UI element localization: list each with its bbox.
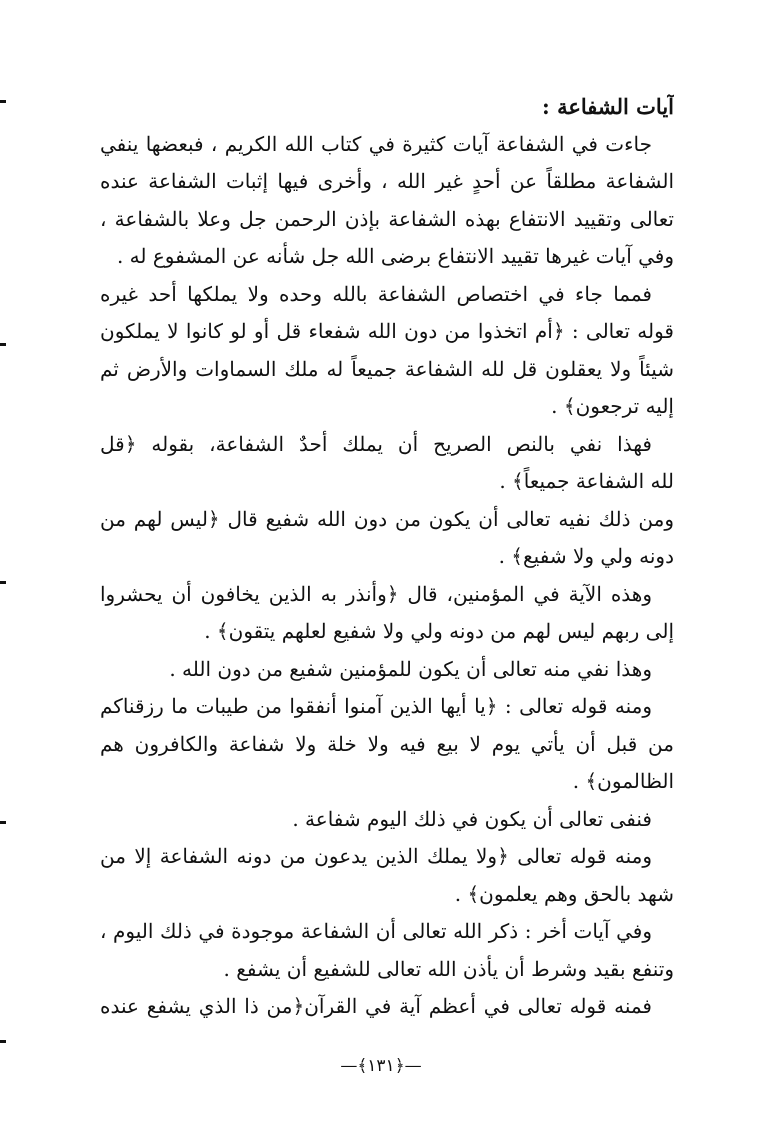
text-line: فمنه قوله تعالى في أعظم آية في القرآن﴿من ذا الذي يشفع عنده [100,994,652,1018]
text-line: وهذه الآية في المؤمنين، قال ﴿وأنذر به الذين يخافون أن يحشروا [100,581,652,606]
text-line: شيئاً ولا يعقلون قل لله الشفاعة جميعاً له ملك السماوات والأرض ثم [100,356,674,381]
scan-edge-mark [0,821,6,824]
scan-edge-mark [0,343,6,346]
text-line: ومنه قوله تعالى ﴿ولا يملك الذين يدعون من دونه الشفاعة إلا من [100,844,652,868]
text-line: إليه ترجعون﴾ . [551,394,674,418]
body-text [100,88,674,1026]
text-line: قوله تعالى : ﴿أم اتخذوا من دون الله شفعاء قل أو لو كانوا لا يملكون [100,319,674,343]
text-line: ومنه قوله تعالى : ﴿يا أيها الذين آمنوا أنفقوا من طيبات ما رزقناكم [100,694,652,718]
text-line: وهذا نفي منه تعالى أن يكون للمؤمنين شفيع من دون الله . [169,656,652,681]
text-line: ومن ذلك نفيه تعالى أن يكون من دون الله شفيع قال ﴿ليس لهم من [100,506,674,531]
text-line: فمما جاء في اختصاص الشفاعة بالله وحده ولا يملكها أحد غيره [100,281,652,306]
text-line: الظالمون﴾ . [572,769,674,793]
text-line: فهذا نفي بالنص الصريح أن يملك أحدٌ الشفاعة، بقوله ﴿قل [100,431,652,456]
text-line: وتنفع بقيد وشرط أن يأذن الله تعالى للشفيع أن يشفع . [223,956,674,981]
text-line: فنفى تعالى أن يكون في ذلك اليوم شفاعة . [292,806,652,831]
scan-edge-mark [0,1040,6,1043]
text-line: الشفاعة مطلقاً عن أحدٍ غير الله ، وأخرى فيها إثبات الشفاعة عنده [100,169,674,193]
page-number: —﴿١٣١﴾— [340,1056,422,1076]
section-heading: آيات الشفاعة : [542,94,674,119]
scan-edge-mark [0,100,6,103]
text-line: دونه ولي ولا شفيع﴾ . [498,544,674,568]
text-line: تعالى وتقييد الانتفاع بهذه الشفاعة بإذن الرحمن جل وعلا بالشفاعة ، [100,206,674,231]
text-line: وفي آيات أخر : ذكر الله تعالى أن الشفاعة موجودة في ذلك اليوم ، [100,919,652,943]
text-line: لله الشفاعة جميعاً﴾ . [499,469,674,493]
text-line: وفي آيات غيرها تقييد الانتفاع برضى الله جل شأنه عن المشفوع له . [116,244,674,268]
scan-edge-mark [0,581,6,584]
text-line: شهد بالحق وهم يعلمون﴾ . [454,881,674,906]
text-line: إلى ربهم ليس لهم من دونه ولي ولا شفيع لعلهم يتقون﴾ . [204,619,674,643]
text-line: جاءت في الشفاعة آيات كثيرة في كتاب الله الكريم ، فبعضها ينفي [100,131,652,156]
text-line: من قبل أن يأتي يوم لا بيع فيه ولا خلة ولا شفاعة والكافرون هم [100,731,674,756]
